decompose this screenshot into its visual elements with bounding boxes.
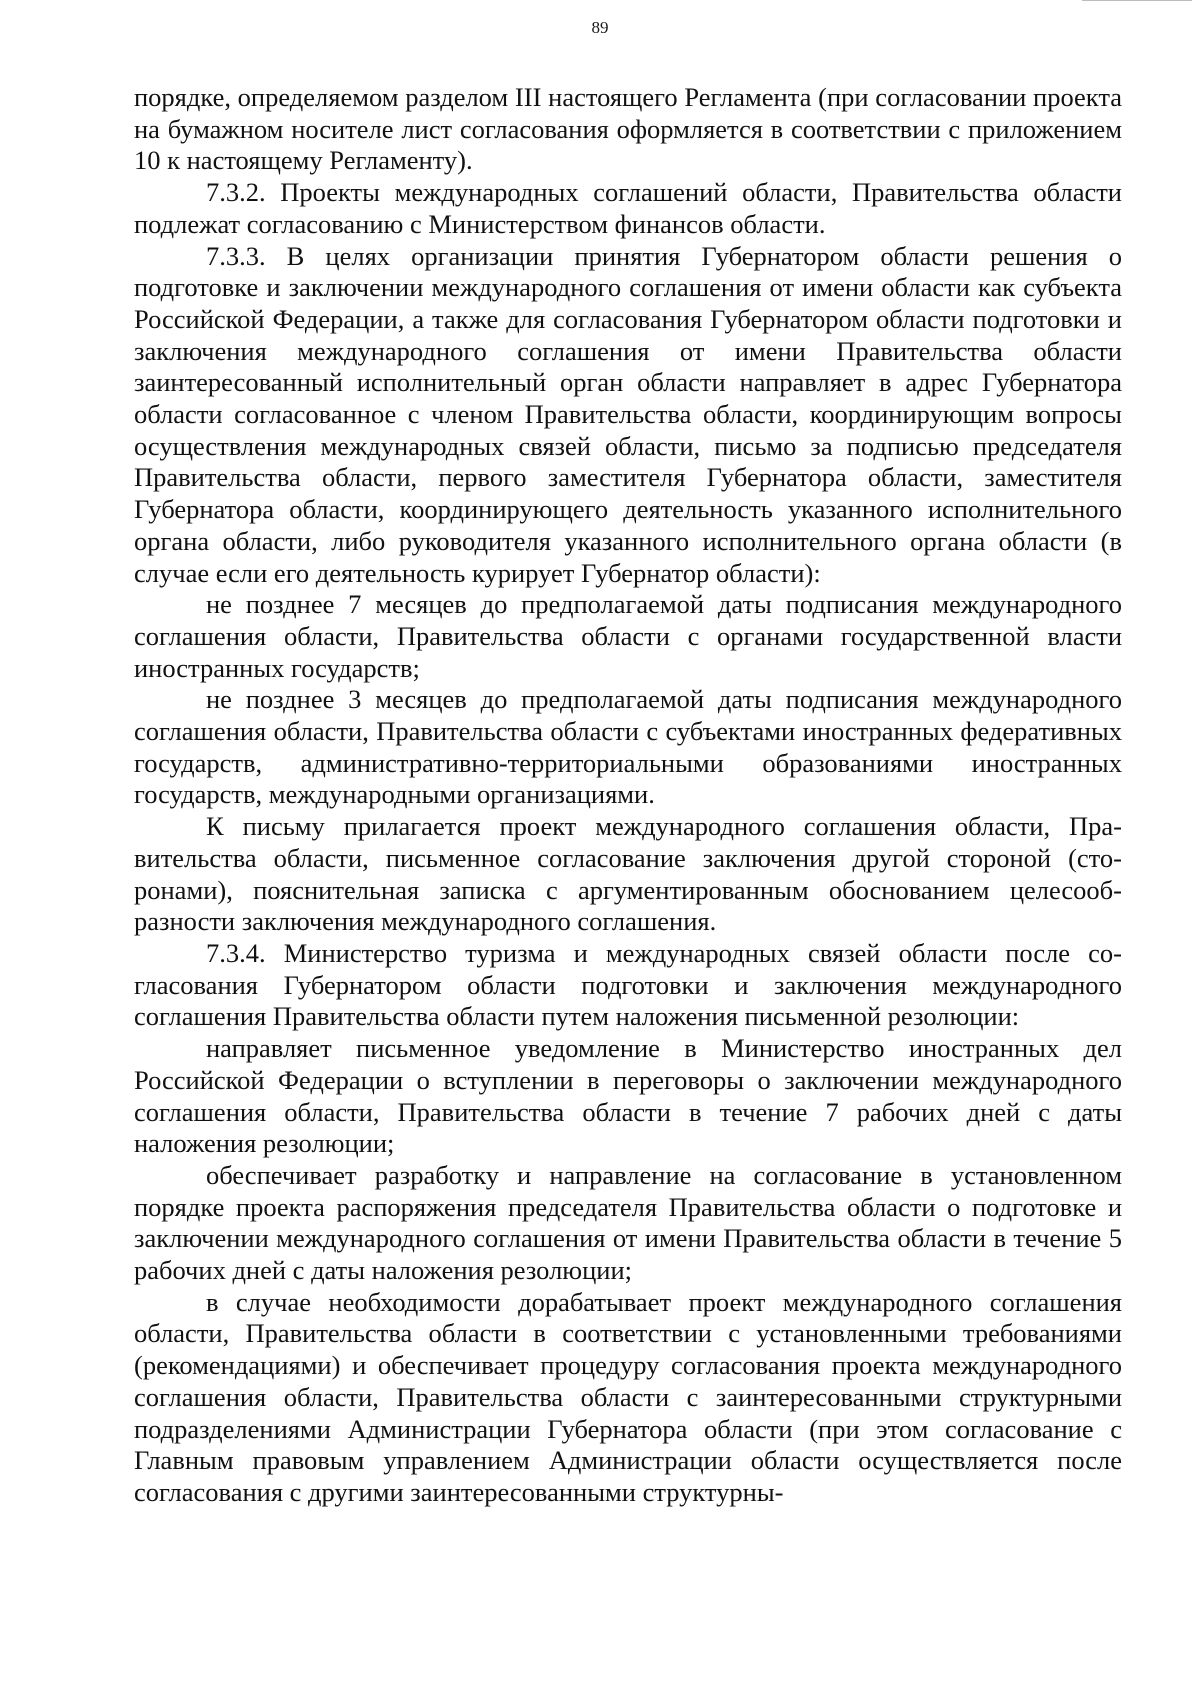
paragraph-letter-attachments: К письму прилагается проект международного соглашения области, Правительства области, письменное согласование заключения другой стороной (сторонами), пояснительная записка с аргументированным обоснованием целесообразности заключения международного соглашения. bbox=[134, 811, 1122, 937]
paragraph-7-3-4: 7.3.4. Министерство туризма и международных связей области после согласования Губернатором области подготовки и заключения международного соглашения Правительства области путем наложения письменной резолюции: bbox=[134, 937, 1122, 1032]
paragraph-7-3-2: 7.3.2. Проекты международных соглашений области, Правительства области подлежат согласованию с Министерством финансов области. bbox=[134, 177, 1122, 239]
paragraph-continuation: порядке, определяемом разделом III настоящего Регламента (при согласовании проекта на бумажном носителе лист согласования оформляется в соответствии с приложением 10 к настоящему Регламенту). bbox=[134, 82, 1122, 176]
paragraph-notification: направляет письменное уведомление в Министерство иностранных дел Российской Федерации о вступлении в переговоры о заключении международного соглашения области, Правительства области в течение 7 рабочих дней с даты наложения резолюции; bbox=[134, 1033, 1122, 1159]
paragraph-revision: в случае необходимости дорабатывает проект международного соглашения области, Правительства области в соответствии с установленными требованиями (рекомендациями) и обеспечивает процедуру согласования проекта международного соглашения области, Правительства области с заинтересованными структурными подразделениями Администрации Губернатора области (при этом согласование с Главным правовым управлением Администрации области осуществляется после согласования с другими заинтересованными структурны- bbox=[134, 1286, 1122, 1507]
paragraph-deadline-3-months: не позднее 3 месяцев до предполагаемой даты подписания международного соглашения области, Правительства области с субъектами иностранных федеративных государств, административно-территориальными образованиями иностранных государств, международными организациями. bbox=[134, 684, 1122, 810]
paragraph-7-3-3: 7.3.3. В целях организации принятия Губернатором области решения о подготовке и заключении международного соглашения от имени области как субъекта Российской Федерации, а также для согласования Губернатором области подготовки и заключения международного соглашения от имени Правительства области заинтересованный исполнительный орган области направляет в адрес Губернатора области согласованное с членом Правительства области, координирующим вопросы осуществления международных связей области, письмо за подписью председателя Правительства области, первого заместителя Губернатора области, заместителя Губернатора области, координирующего деятельность указанного исполнительного органа области, либо руководителя указанного исполнительного органа области (в случае если его деятельность курирует Губернатор области): bbox=[134, 240, 1122, 588]
paragraph-order-draft: обеспечивает разработку и направление на согласование в установленном порядке проекта распоряжения председателя Правительства области о подготовке и заключении международного соглашения от имени Правительства области в течение 5 рабочих дней с даты наложения резолюции; bbox=[134, 1159, 1122, 1286]
page-number: 89 bbox=[591, 18, 609, 37]
scan-edge-mark bbox=[1082, 0, 1192, 7]
paragraph-deadline-7-months: не позднее 7 месяцев до предполагаемой даты подписания международного соглашения области, Правительства области с органами государственной власти иностранных государств; bbox=[134, 589, 1122, 683]
document-body bbox=[134, 82, 1122, 1509]
